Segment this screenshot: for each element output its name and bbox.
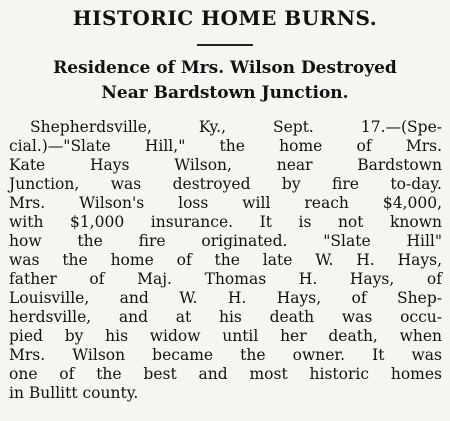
article-body-line: Kate Hays Wilson, near Bardstown bbox=[9, 156, 442, 174]
article-body-line: one of the best and most historic homes bbox=[9, 365, 442, 383]
article-body-line: Louisville, and W. H. Hays, of Shep- bbox=[9, 289, 442, 307]
article-body-line: was the home of the late W. H. Hays, bbox=[9, 251, 442, 269]
article-subheadline-line: Near Bardstown Junction. bbox=[101, 83, 349, 103]
article-body-line: Junction, was destroyed by fire to-day. bbox=[9, 175, 442, 193]
article-body-line: Mrs. Wilson became the owner. It was bbox=[9, 346, 442, 364]
article-body-line: herdsville, and at his death was occu- bbox=[9, 308, 442, 326]
article-subheadline-line: Residence of Mrs. Wilson Destroyed bbox=[53, 58, 397, 78]
headline-divider bbox=[197, 44, 253, 46]
article-body-line: how the fire originated. "Slate Hill" bbox=[9, 232, 442, 250]
article-body-line: with $1,000 insurance. It is not known bbox=[9, 213, 442, 231]
article-body-line: in Bullitt county. bbox=[9, 384, 139, 402]
article-body-line: pied by his widow until her death, when bbox=[9, 327, 442, 345]
article-body-line: Shepherdsville, Ky., Sept. 17.—(Spe- bbox=[30, 118, 442, 136]
article-body-line: father of Maj. Thomas H. Hays, of bbox=[9, 270, 442, 288]
article-body-line: cial.)—"Slate Hill," the home of Mrs. bbox=[9, 137, 442, 155]
article-headline: HISTORIC HOME BURNS. bbox=[72, 6, 378, 30]
article-body-line: Mrs. Wilson's loss will reach $4,000, bbox=[9, 194, 442, 212]
